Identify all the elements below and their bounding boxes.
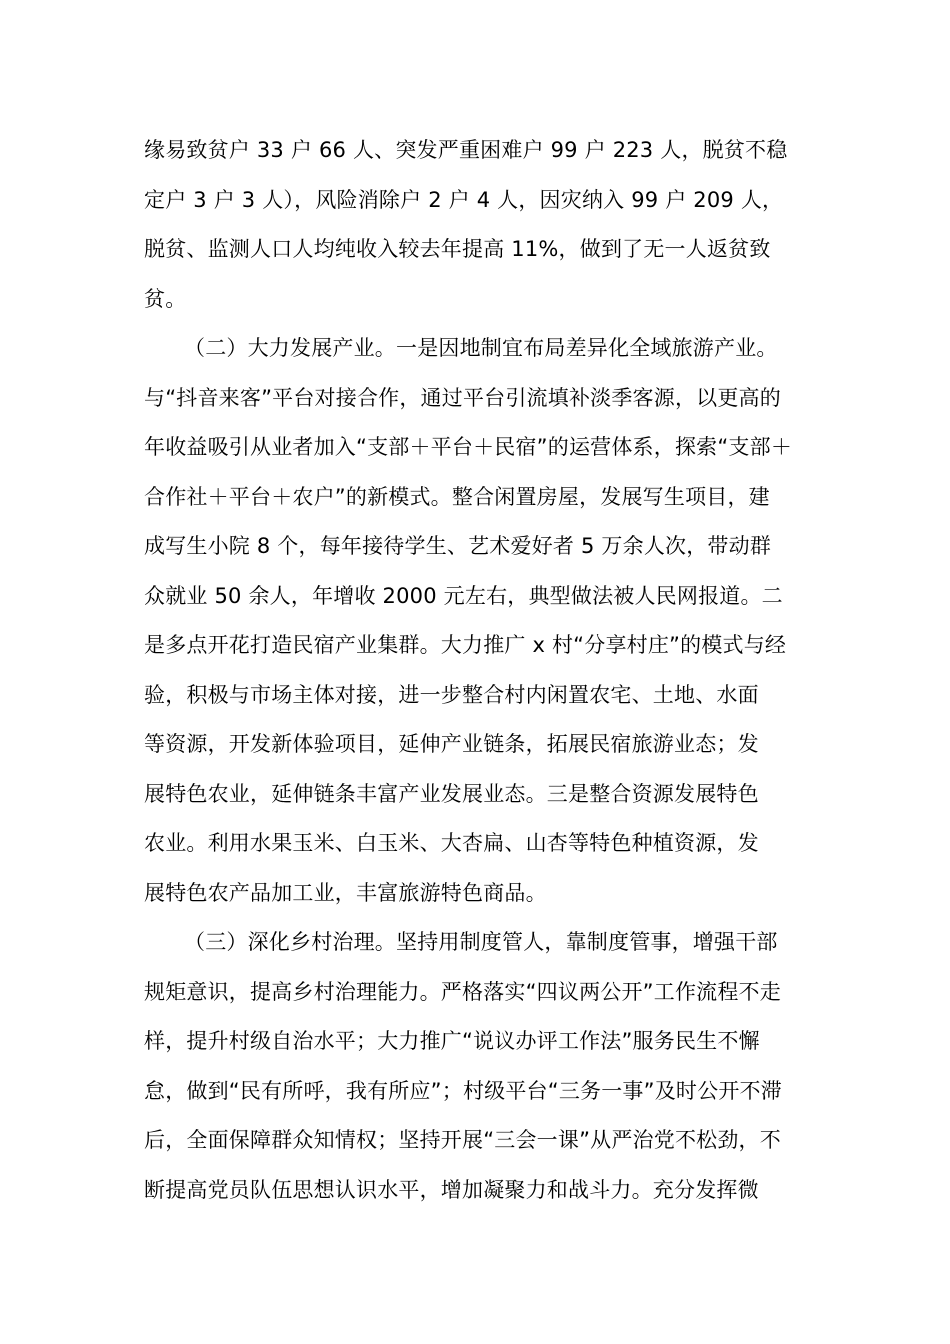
text-line: 与“抖音来客”平台对接合作，通过平台引流填补淡季客源，以更高的 [144, 385, 781, 410]
text-line: 验，积极与市场主体对接，进一步整合村内闲置农宅、土地、水面 [144, 682, 759, 707]
text-line: 等资源，开发新体验项目，延伸产业链条，拓展民宿旅游业态；发 [144, 732, 759, 756]
text-line: 定户 3 户 3 人），风险消除户 2 户 4 人，因灾纳入 99 户 209 人， [144, 187, 784, 212]
text-line: 众就业 50 余人，年增收 2000 元左右，典型做法被人民网报道。二 [144, 583, 783, 608]
text-line: 合作社＋平台＋农户”的新模式。整合闲置房屋，发展写生项目，建 [144, 484, 770, 509]
body-text [144, 126, 808, 1215]
text-line: 展特色农产品加工业，丰富旅游特色商品。 [144, 880, 547, 905]
text-line: 后，全面保障群众知情权；坚持开展“三会一课”从严治党不松劲，不 [144, 1128, 781, 1152]
text-line: 怠，做到“民有所呼，我有所应”；村级平台“三务一事”及时公开不滞 [144, 1078, 782, 1103]
text-line: 是多点开花打造民宿产业集群。大力推广 x 村“分享村庄”的模式与经 [144, 633, 787, 657]
text-line: 样，提升村级自治水平；大力推广“说议办评工作法”服务民生不懈 [144, 1029, 760, 1053]
text-line: （二）大力发展产业。一是因地制宜布局差异化全域旅游产业。 [184, 336, 778, 360]
text-line: 断提高党员队伍思想认识水平，增加凝聚力和战斗力。充分发挥微 [144, 1177, 759, 1202]
text-line: 年收益吸引从业者加入“支部＋平台＋民宿”的运营体系，探索“支部＋ [144, 435, 793, 459]
text-line: 农业。利用水果玉米、白玉米、大杏扁、山杏等特色种植资源，发 [144, 831, 759, 855]
text-line: 成写生小院 8 个，每年接待学生、艺术爱好者 5 万余人次，带动群 [144, 534, 772, 558]
text-line: 脱贫、监测人口人均纯收入较去年提高 11%，做到了无一人返贫致 [144, 237, 771, 261]
text-line: 展特色农业，延伸链条丰富产业发展业态。三是整合资源发展特色 [144, 781, 759, 806]
text-line: （三）深化乡村治理。坚持用制度管人，靠制度管事，增强干部 [184, 930, 778, 954]
text-line: 缘易致贫户 33 户 66 人、突发严重困难户 99 户 223 人，脱贫不稳 [144, 138, 788, 162]
text-line: 贫。 [144, 286, 187, 311]
text-line: 规矩意识，提高乡村治理能力。严格落实“四议两公开”工作流程不走 [144, 979, 781, 1004]
